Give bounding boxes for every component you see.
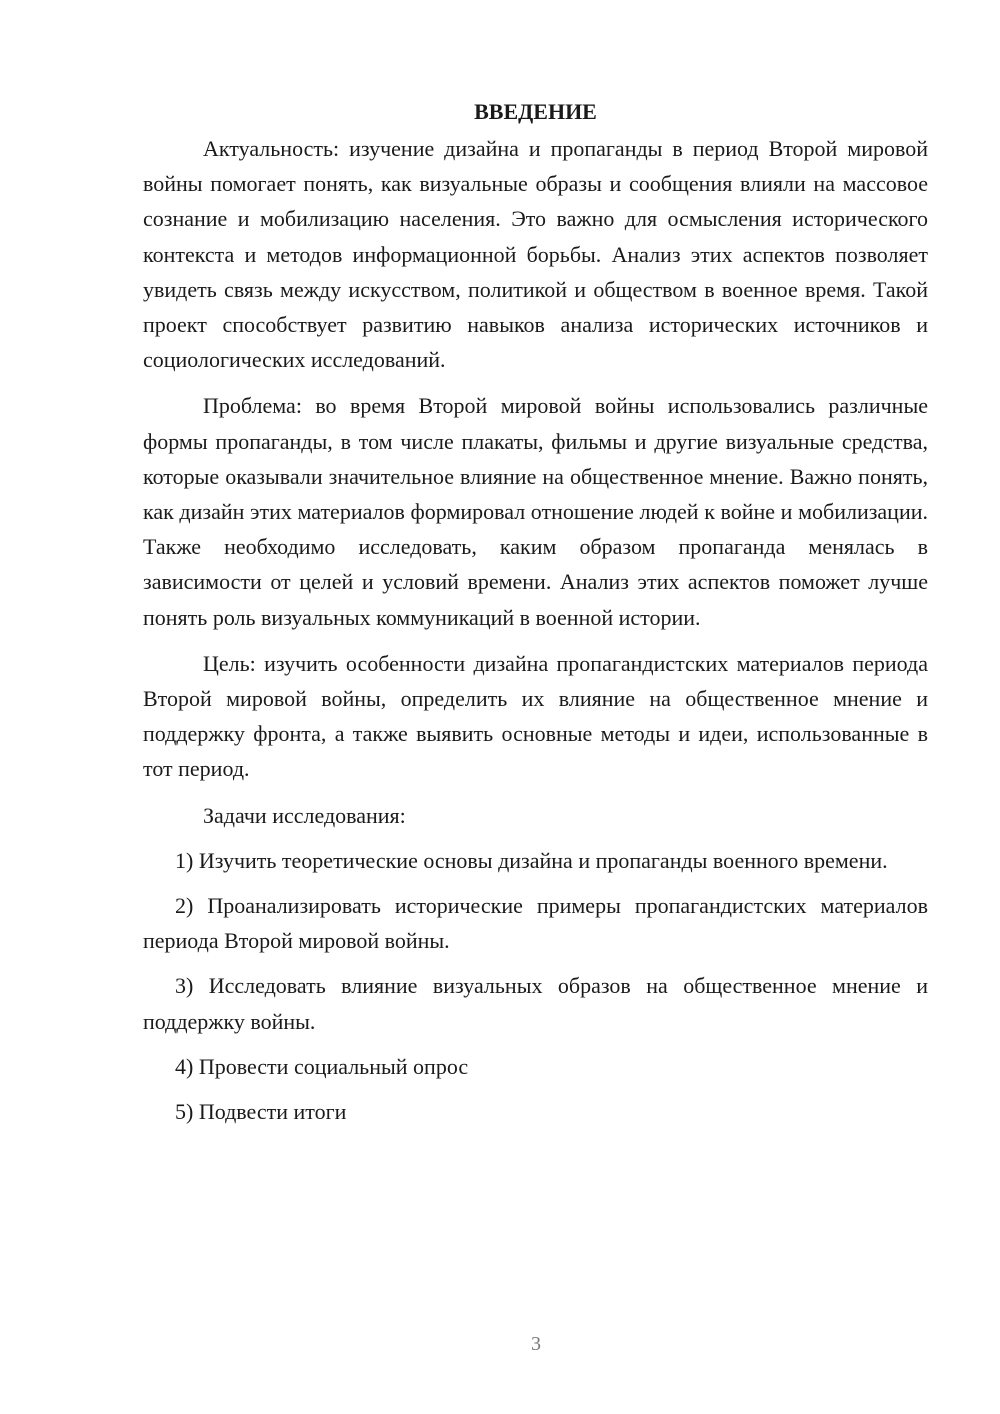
task-item-4: 4) Провести социальный опрос <box>175 1053 469 1079</box>
relevance-paragraph: Актуальность: изучение дизайна и пропаганды в период Второй мировой войны помогает понять, как визуальные образы и сообщения влияли на массовое сознание и мобилизацию населения. Это важно для осмысления исторического контекста и методов информационной борьбы. Анализ этих аспектов позволяет увидеть связь между искусством, политикой и обществом в военное время. Такой проект способствует развитию навыков анализа исторических источников и социологических исследований. <box>143 136 928 373</box>
goal-paragraph: Цель: изучить особенности дизайна пропагандистских материалов периода Второй мировой войны, определить их влияние на общественное мнение и поддержку фронта, а также выявить основные методы и идеи, использованные в тот период. <box>143 650 928 782</box>
task-item-5: 5) Подвести итоги <box>175 1099 347 1125</box>
page-number: 3 <box>531 1333 541 1355</box>
task-item-3: 3) Исследовать влияние визуальных образов на общественное мнение и поддержку войны. <box>143 973 928 1034</box>
task-item-1: 1) Изучить теоретические основы дизайна и пропаганды военного времени. <box>175 847 888 873</box>
document-page <box>143 94 928 1139</box>
section-title: ВВЕДЕНИЕ <box>474 99 597 124</box>
tasks-heading: Задачи исследования: <box>203 802 406 828</box>
task-item-2: 2) Проанализировать исторические примеры пропагандистских материалов периода Второй мировой войны. <box>143 893 928 954</box>
problem-paragraph: Проблема: во время Второй мировой войны использовались различные формы пропаганды, в том числе плакаты, фильмы и другие визуальные средства, которые оказывали значительное влияние на общественное мнение. Важно понять, как дизайн этих материалов формировал отношение людей к войне и мобилизации. Также необходимо исследовать, каким образом пропаганда менялась в зависимости от целей и условий времени. Анализ этих аспектов поможет лучше понять роль визуальных коммуникаций в военной истории. <box>143 393 928 630</box>
